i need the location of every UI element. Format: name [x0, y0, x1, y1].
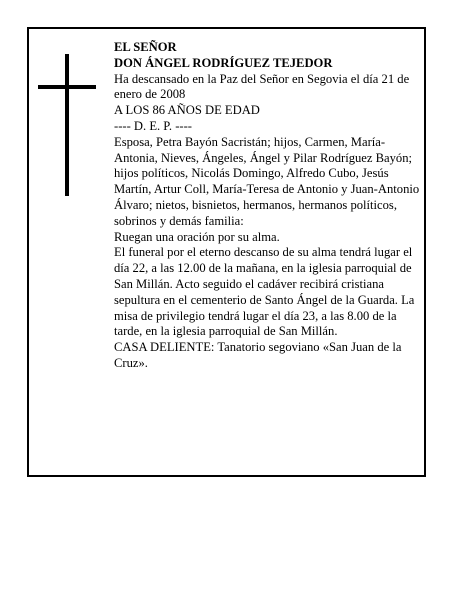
prayer-request: Ruegan una oración por su alma. [114, 229, 280, 244]
deceased-name: DON ÁNGEL RODRÍGUEZ TEJEDOR [114, 55, 333, 70]
heading-title: EL SEÑOR [114, 40, 177, 54]
funeral-info: El funeral por el eterno descanso de su alma tendrá lugar el día 22, a las 12.00 de la mañana, en la iglesia parroquial de San Millán. Acto seguido el cadáver recibirá cristiana sepultura en el cementerio de Santo Ángel de la Guarda. La misa de privilegio tendrá lugar el día 23, a las 8.00 de la tarde, en la iglesia parroquial de San Millán. [114, 245, 415, 339]
cross-vertical-bar [65, 54, 69, 196]
age-line: A LOS 86 AÑOS DE EDAD [114, 103, 260, 118]
funeral-home: CASA DELIENTE: Tanatorio segoviano «San Juan de la Cruz». [114, 340, 402, 370]
family-list: Esposa, Petra Bayón Sacristán; hijos, Carmen, María-Antonia, Nieves, Ángeles, Ángel y Pilar Rodríguez Bayón; hijos políticos, Nicolás Domingo, Alfredo Cubo, Jesús Martín, Artur Coll, María-Teresa de Antonio y Juan-Antonio Álvaro; nietos, bisnietos, hermanos, hermanos políticos, sobrinos y demás familia: [114, 134, 420, 228]
rip-line: ---- D. E. P. ---- [114, 118, 192, 133]
cross-horizontal-bar [38, 85, 96, 89]
cross-icon [38, 54, 96, 196]
death-announcement: Ha descansado en la Paz del Señor en Segovia el día 21 de enero de 2008 [114, 71, 410, 102]
obituary-text [114, 40, 424, 372]
